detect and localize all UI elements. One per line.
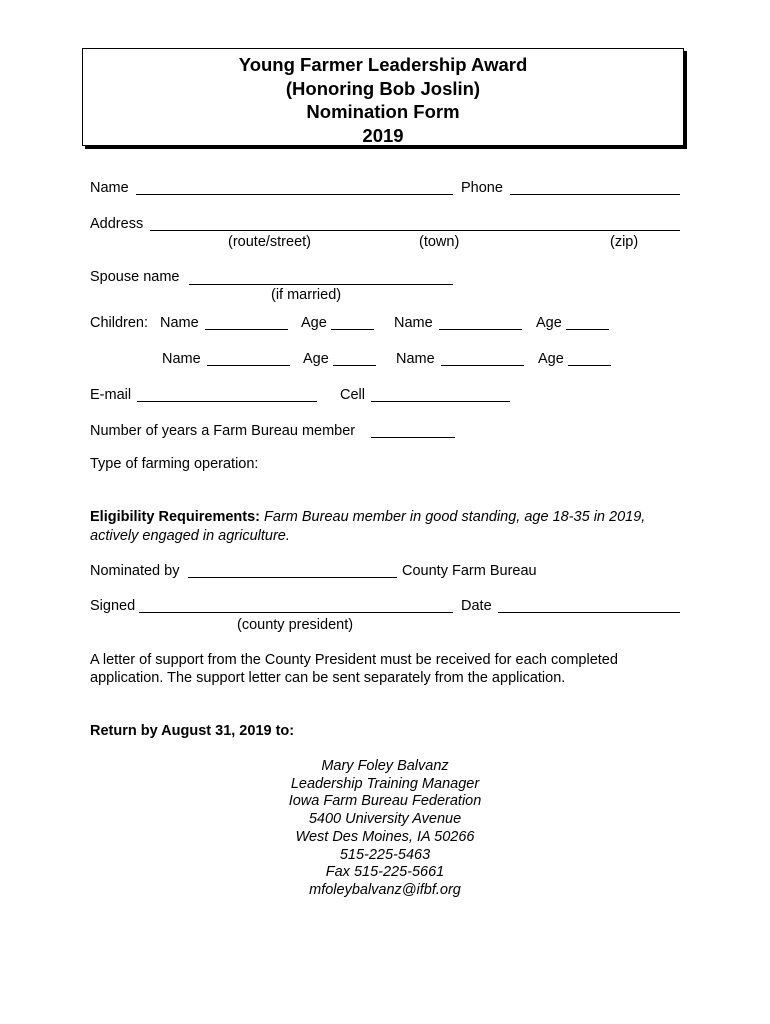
address-town-hint: (town) (419, 234, 460, 250)
return-heading: Return by August 31, 2019 to: (90, 723, 295, 739)
child-3-age-field[interactable] (333, 365, 376, 366)
years-member-label: Number of years a Farm Bureau member (90, 423, 356, 439)
letter-line-1: A letter of support from the County President must be received for each completed (90, 652, 618, 668)
signed-label: Signed (90, 598, 136, 614)
child-4-age-field[interactable] (568, 365, 611, 366)
name-label: Name (90, 180, 129, 196)
contact-name: Mary Foley Balvanz (321, 758, 449, 774)
form-title-box (82, 48, 684, 146)
child-2-age-field[interactable] (566, 329, 609, 330)
child-name-label: Name (162, 351, 201, 367)
eligibility-text-1: Farm Bureau member in good standing, age 18-35 in 2019, (264, 509, 646, 525)
title-award: Young Farmer Leadership Award (238, 54, 528, 75)
date-field[interactable] (498, 612, 680, 613)
letter-line-2: application. The support letter can be sent separately from the application. (90, 670, 566, 686)
children-label: Children: (90, 315, 149, 331)
phone-field[interactable] (510, 194, 680, 195)
email-label: E-mail (90, 387, 132, 403)
child-age-label: Age (538, 351, 564, 367)
email-field[interactable] (137, 401, 317, 402)
contact-phone: 515-225-5463 (339, 846, 431, 863)
eligibility-text-2: actively engaged in agriculture. (90, 528, 290, 544)
contact-city: West Des Moines, IA 50266 (295, 828, 475, 845)
child-name-label: Name (160, 315, 199, 331)
child-age-label: Age (303, 351, 329, 367)
child-3-name-field[interactable] (207, 365, 290, 366)
contact-street: 5400 University Avenue (308, 811, 462, 828)
nominated-by-field[interactable] (188, 577, 397, 578)
address-field[interactable] (150, 230, 680, 231)
child-age-label: Age (301, 315, 327, 331)
date-label: Date (461, 598, 492, 614)
phone-label: Phone (461, 180, 503, 196)
eligibility-label: Eligibility Requirements: (90, 509, 260, 525)
contact-organization: Iowa Farm Bureau Federation (288, 793, 482, 810)
spouse-label: Spouse name (90, 269, 180, 285)
cell-field[interactable] (371, 401, 510, 402)
child-age-label: Age (536, 315, 562, 331)
address-label: Address (90, 216, 144, 232)
cell-label: Cell (340, 387, 365, 403)
address-route-hint: (route/street) (228, 234, 311, 250)
contact-fax: Fax 515-225-5661 (325, 864, 445, 881)
address-zip-hint: (zip) (610, 234, 639, 250)
child-name-label: Name (396, 351, 435, 367)
contact-email: mfoleybalvanz@ifbf.org (309, 881, 461, 898)
child-1-name-field[interactable] (205, 329, 288, 330)
farming-type-label: Type of farming operation: (90, 456, 259, 472)
child-4-name-field[interactable] (441, 365, 524, 366)
signature-field[interactable] (139, 612, 453, 613)
spouse-hint: (if married) (271, 287, 342, 303)
title-form: Nomination Form (306, 101, 460, 122)
child-name-label: Name (394, 315, 433, 331)
county-president-hint: (county president) (237, 617, 354, 633)
contact-block (0, 758, 770, 900)
county-farm-bureau-label: County Farm Bureau (402, 563, 537, 579)
eligibility-line-1 (90, 508, 645, 526)
years-member-field[interactable] (371, 437, 455, 438)
contact-title: Leadership Training Manager (290, 775, 480, 792)
nominated-by-label: Nominated by (90, 563, 180, 579)
name-field[interactable] (136, 194, 453, 195)
spouse-field[interactable] (189, 284, 453, 285)
child-2-name-field[interactable] (439, 329, 522, 330)
child-1-age-field[interactable] (331, 329, 374, 330)
title-year: 2019 (362, 124, 404, 146)
title-honoring: (Honoring Bob Joslin) (285, 77, 481, 99)
